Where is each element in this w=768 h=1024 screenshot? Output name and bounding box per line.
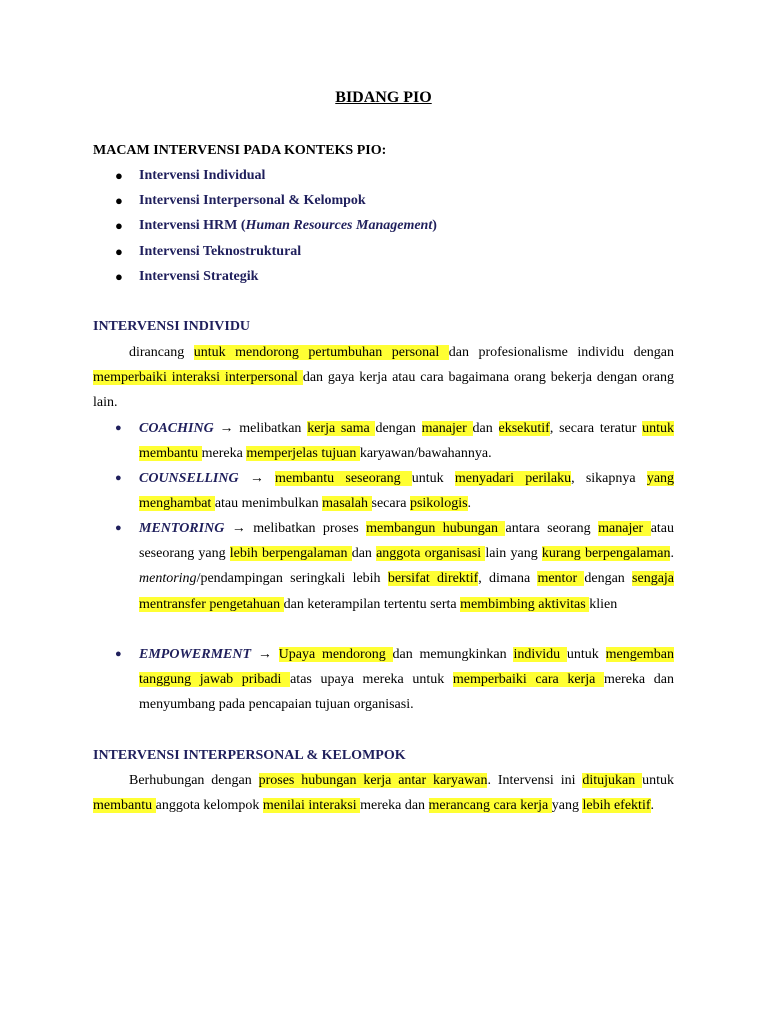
text-span: menilai interaksi: [262, 798, 361, 814]
bullet-icon: ●: [115, 648, 122, 660]
text-span: karyawan/bawahannya.: [359, 446, 492, 462]
text-span: masalah: [322, 496, 372, 512]
text-span: bersifat direktif: [387, 571, 479, 587]
text-span: memperjelas tujuan: [246, 446, 360, 462]
text-span: atas upaya mereka untuk: [290, 672, 453, 688]
bullet-icon: ●: [115, 218, 123, 234]
intro-paragraph: [93, 340, 674, 416]
text-span: membantu seseorang: [275, 471, 412, 486]
text-span: melibatkan: [233, 421, 308, 436]
arrow-right-icon: →: [219, 421, 234, 436]
text-span: lebih berpengalaman: [229, 546, 352, 562]
bullet-icon: ●: [115, 522, 122, 534]
text-span: lain yang: [485, 546, 542, 562]
text-span: Intervensi Teknostruktural: [139, 243, 302, 259]
text-span: antara seorang: [505, 521, 599, 536]
section-heading-macam-intervensi: MACAM INTERVENSI PADA KONTEKS PIO:: [93, 143, 387, 158]
text-span: .: [670, 546, 674, 562]
list-item: [93, 242, 437, 267]
text-span: , sikapnya: [571, 471, 647, 486]
text-span: manajer: [421, 421, 473, 436]
arrow-right-icon: →: [249, 471, 264, 486]
text-span: mentor: [537, 571, 585, 587]
text-span: dan gaya kerja atau cara bagaimana orang bekerja dengan orang lain.: [93, 370, 675, 411]
list-item: [93, 267, 437, 292]
text-span: lebih efektif: [582, 798, 651, 814]
text-span: secara: [371, 496, 410, 512]
text-span: psikologis: [409, 496, 468, 512]
text-span: sengaja mentransfer pengetahuan: [139, 571, 675, 612]
text-span: proses hubungan kerja antar karyawan: [258, 773, 488, 788]
arrow-right-icon: →: [231, 521, 246, 536]
arrow-right-icon: →: [257, 647, 272, 662]
text-span: atau seseorang yang: [139, 521, 675, 562]
text-span: Intervensi Interpersonal & Kelompok: [139, 193, 366, 209]
text-span: yang: [551, 798, 583, 814]
text-span: Human Resources Management: [245, 218, 433, 234]
text-span: mentoring: [139, 571, 197, 587]
text-span: /pendampingan seringkali lebih: [196, 571, 388, 587]
text-span: .: [650, 798, 654, 814]
text-span: , dimana: [478, 571, 538, 587]
empowerment-item: [115, 642, 675, 718]
text-span: merancang cara kerja: [428, 798, 552, 814]
text-span: . Intervensi ini: [487, 773, 583, 788]
text-span: [272, 647, 279, 662]
text-span: MENTORING: [139, 521, 225, 536]
text-span: Intervensi HRM (: [139, 218, 246, 234]
text-span: COUNSELLING: [139, 471, 239, 486]
text-span: anggota kelompok: [155, 798, 263, 814]
text-span: ): [432, 218, 437, 234]
text-span: dengan: [375, 421, 422, 436]
text-span: memperbaiki interaksi interpersonal: [93, 370, 303, 386]
text-span: dan: [472, 421, 499, 436]
text-span: untuk membantu: [139, 421, 675, 462]
bullet-icon: ●: [115, 193, 123, 209]
text-span: atau menimbulkan: [214, 496, 323, 512]
text-span: membantu: [93, 798, 156, 814]
text-span: memperbaiki cara kerja: [452, 672, 604, 688]
text-span: [264, 471, 275, 486]
bullet-icon: ●: [115, 268, 123, 284]
text-span: kerja sama: [307, 421, 376, 436]
bullet-icon: ●: [115, 168, 123, 183]
text-span: menyadari perilaku: [454, 471, 572, 486]
text-span: untuk: [642, 773, 675, 788]
section-heading-interpersonal: INTERVENSI INTERPERSONAL & KELOMPOK: [93, 748, 406, 763]
text-span: dan: [351, 546, 377, 562]
section-heading-intervensi-individu: INTERVENSI INDIVIDU: [93, 319, 251, 334]
text-span: Upaya mendorong: [278, 647, 393, 662]
intervention-type-list: [93, 166, 437, 292]
text-span: mengemban tanggung jawab pribadi: [139, 647, 675, 688]
text-span: yang menghambat: [139, 471, 675, 512]
bullet-icon: ●: [115, 422, 122, 434]
text-span: manajer: [598, 521, 651, 536]
text-span: dan memungkinkan: [392, 647, 514, 662]
list-item: [93, 191, 437, 216]
counselling-item: [115, 466, 675, 516]
text-span: mereka dan menyumbang pada pencapaian tujuan organisasi.: [139, 672, 674, 713]
text-span: melibatkan proses: [245, 521, 367, 536]
interpersonal-paragraph: [93, 768, 674, 818]
text-span: untuk: [411, 471, 455, 486]
text-span: Berhubungan dengan: [129, 773, 259, 788]
text-span: kurang berpengalaman: [541, 546, 671, 562]
text-span: membimbing aktivitas: [460, 596, 590, 612]
bullet-icon: ●: [115, 243, 123, 259]
page-title: BIDANG PIO: [335, 89, 432, 106]
text-span: anggota organisasi: [376, 546, 486, 562]
text-span: membangun hubungan: [366, 521, 506, 536]
text-span: individu: [513, 647, 567, 662]
text-span: mereka dan: [360, 798, 429, 814]
coaching-item: [115, 416, 675, 466]
text-span: EMPOWERMENT: [139, 647, 252, 662]
list-item: [93, 216, 437, 241]
text-span: eksekutif: [498, 421, 550, 436]
text-span: untuk: [566, 647, 606, 662]
mentoring-item: [115, 516, 675, 617]
text-span: COACHING: [139, 421, 214, 436]
text-span: mereka: [201, 446, 247, 462]
text-span: dan profesionalisme individu dengan: [448, 345, 675, 360]
text-span: klien: [589, 596, 618, 612]
list-item: [93, 166, 437, 191]
text-span: Intervensi Individual: [139, 168, 266, 183]
text-span: ditujukan: [582, 773, 643, 788]
text-span: untuk mendorong pertumbuhan personal: [193, 345, 449, 360]
text-span: Intervensi Strategik: [139, 268, 259, 284]
text-span: dan keterampilan tertentu serta: [283, 596, 461, 612]
text-span: dirancang: [129, 345, 194, 360]
text-span: .: [467, 496, 472, 512]
text-span: dengan: [584, 571, 633, 587]
bullet-icon: ●: [115, 472, 122, 484]
text-span: , secara teratur: [549, 421, 643, 436]
